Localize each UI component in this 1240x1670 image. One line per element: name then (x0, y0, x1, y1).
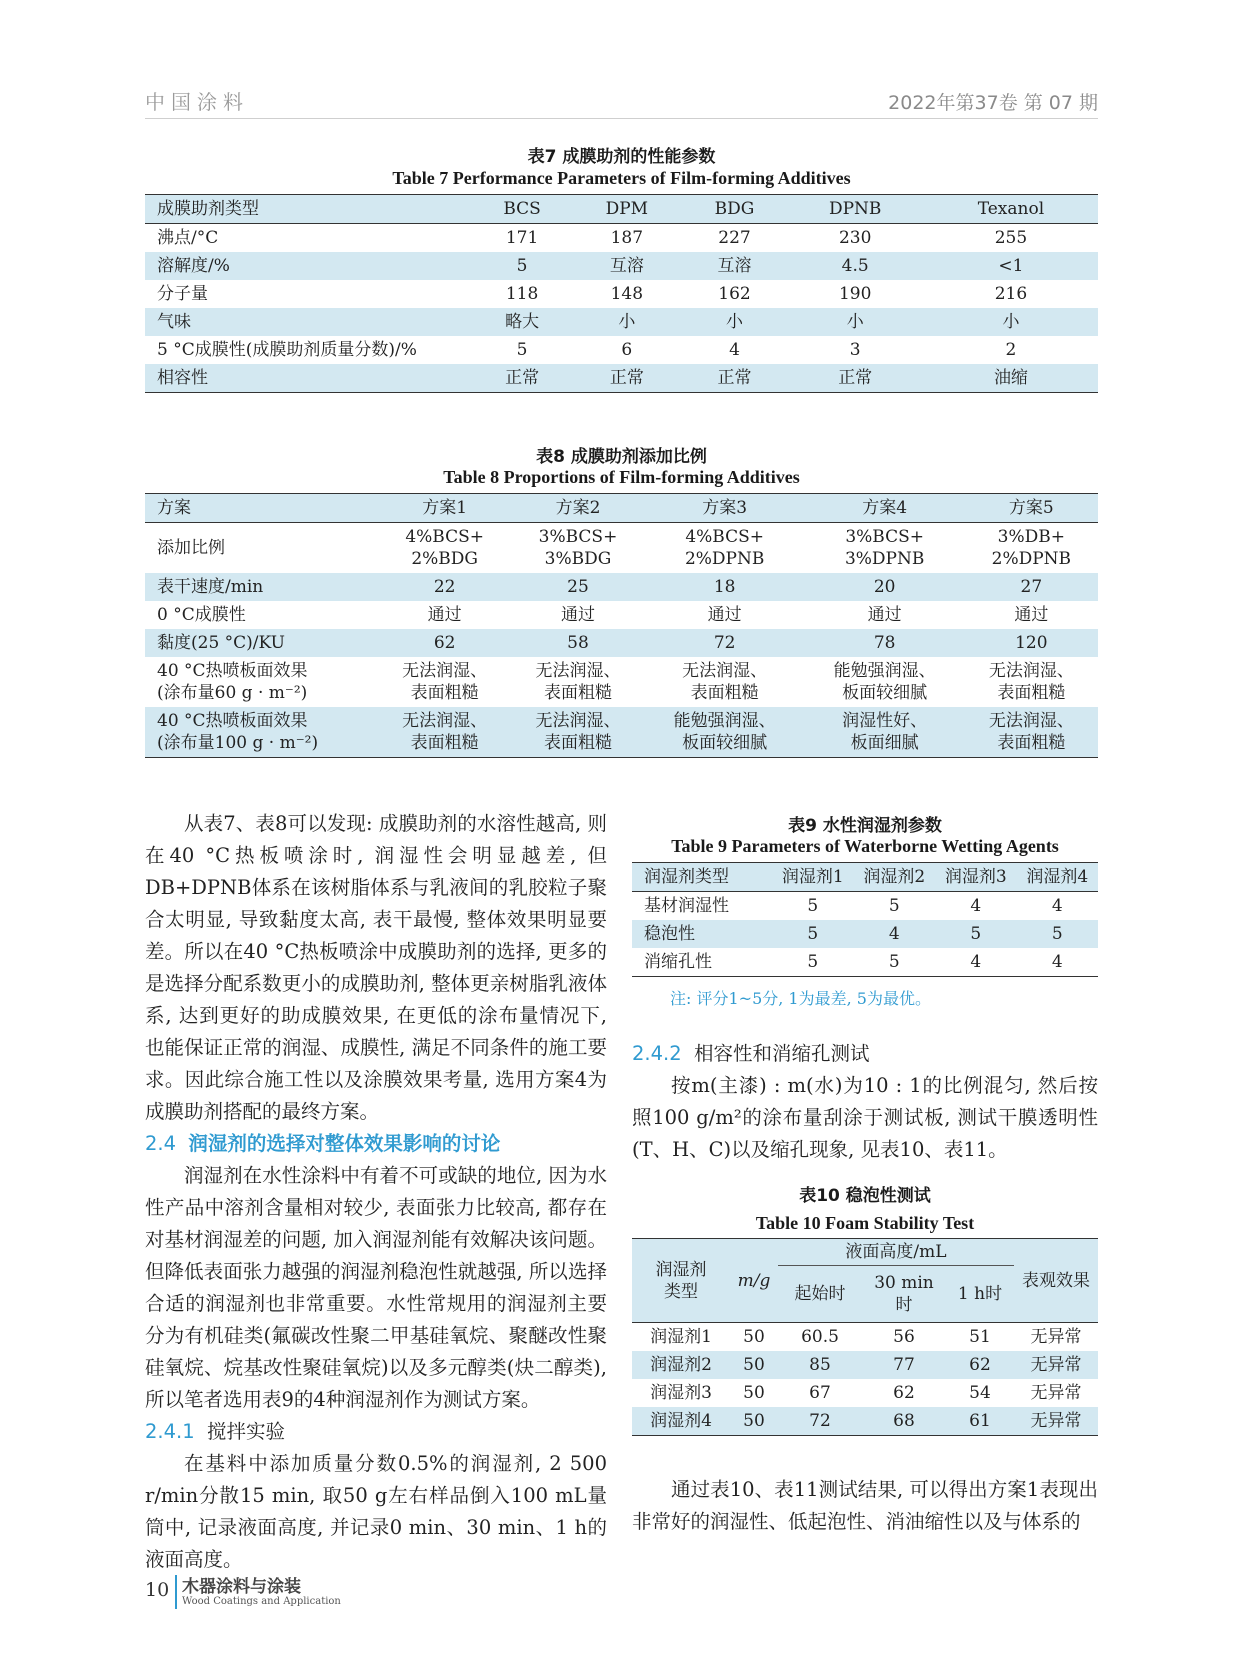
table-cell: 相容性 (145, 364, 473, 393)
table-cell: 0 °C成膜性 (157, 605, 246, 625)
table-cell: 通过 (560, 605, 595, 625)
table-cell: 气味 (145, 308, 473, 336)
table-row (632, 892, 1098, 921)
table-cell: 54 (969, 1383, 991, 1403)
table-cell: 小 (571, 308, 682, 336)
table-cell: 通过 (707, 605, 742, 625)
table-cell: 起始时 (778, 1266, 862, 1323)
section-2-4-heading (145, 1128, 607, 1160)
footer-journal-cn: 木器涂料与涂装 (182, 1577, 301, 1597)
table-cell: 方案5 (965, 494, 1098, 523)
table-cell: 黏度(25 °C)/KU (145, 629, 378, 657)
table-cell: 22 (378, 573, 511, 601)
section-number: 2.4.1 (145, 1420, 195, 1443)
table-cell: 5 (516, 340, 528, 360)
issue-info: 2022年第37卷 第 07 期 (888, 92, 1098, 114)
table-cell: BCS (473, 195, 571, 224)
table-cell: 润湿剂4 (632, 1407, 730, 1436)
table-cell: 无法润湿、 表面粗糙 (988, 661, 1074, 703)
section-number: 2.4.2 (632, 1042, 682, 1065)
table-cell: 61 (946, 1407, 1014, 1436)
table-cell: 68 (862, 1407, 946, 1436)
table-cell: 正常 (473, 364, 571, 393)
table7-title-cn: 表7 成膜助剂的性能参数 (527, 147, 716, 167)
table-cell: 无异常 (1030, 1327, 1082, 1347)
table-row (632, 1379, 1098, 1407)
table9 (632, 862, 1098, 977)
table-cell: 1 h时 (946, 1266, 1014, 1323)
table-cell: 无法润湿、 表面粗糙 (402, 661, 488, 703)
paragraph-3: 在基料中添加质量分数0.5%的润湿剂, 2 500 r/min分散15 min, 取50 g左右样品倒入100 mL量筒中, 记录液面高度, 并记录0 min、30 min、1 h的液面高度。 (145, 1452, 607, 1571)
table-cell: DPNB (787, 195, 924, 224)
table10-title-en: Table 10 Foam Stability Test (755, 1213, 975, 1233)
table8 (145, 493, 1098, 758)
table-cell: 溶解度/% (145, 252, 473, 280)
table7 (145, 194, 1098, 393)
section-title: 润湿剂的选择对整体效果影响的讨论 (188, 1132, 501, 1155)
table-cell: 小 (682, 308, 786, 336)
table-cell: 润湿性好、 板面细腻 (805, 707, 965, 758)
table-cell: 润湿剂4 (1017, 863, 1099, 892)
right-column-lower (632, 1474, 1098, 1538)
table-cell: 30 min 时 (862, 1266, 946, 1323)
table-cell: 润湿剂类型 (632, 863, 772, 892)
page-number: 10 (145, 1579, 170, 1601)
table-cell: 67 (809, 1383, 831, 1403)
table-cell: 略大 (473, 308, 571, 336)
table-cell: 润湿剂2 (632, 1351, 730, 1379)
section-title: 相容性和消缩孔测试 (694, 1042, 870, 1065)
table8-title-en: Table 8 Proportions of Film-forming Additives (443, 467, 800, 487)
left-column (145, 808, 607, 1576)
table-cell: 无法润湿、 表面粗糙 (511, 707, 644, 758)
table-cell: 润湿剂3 (935, 863, 1017, 892)
table-cell: 通过 (1014, 605, 1049, 625)
journal-name: 中国涂料 (145, 90, 249, 114)
table9-title-en: Table 9 Parameters of Waterborne Wetting Agents (671, 836, 1059, 856)
table-cell: 50 (730, 1351, 778, 1379)
table-cell: 润湿剂1 (772, 863, 854, 892)
table-cell: 成膜助剂类型 (145, 195, 473, 224)
table-cell: 255 (994, 228, 1028, 248)
table-cell: 25 (511, 573, 644, 601)
table-cell: 5 (854, 948, 936, 977)
table-cell: 56 (893, 1327, 915, 1347)
table-cell: 50 (743, 1383, 765, 1403)
table-cell: Texanol (924, 195, 1098, 224)
table-cell: 表观效果 (1014, 1239, 1098, 1323)
right-column-upper (632, 1038, 1098, 1166)
section-title: 搅拌实验 (207, 1420, 286, 1443)
table-cell: 方案3 (645, 494, 805, 523)
table-cell: 正常 (571, 364, 682, 393)
table10-title-cn: 表10 稳泡性测试 (799, 1186, 931, 1206)
table-cell: 正常 (682, 364, 786, 393)
table-row (145, 523, 1098, 574)
table-cell: 27 (965, 573, 1098, 601)
table-cell: 5 (473, 252, 571, 280)
table9-title-cn: 表9 水性润湿剂参数 (788, 816, 942, 836)
table-cell: 油缩 (924, 364, 1098, 393)
table-cell: 4 (729, 340, 740, 360)
table-row (145, 224, 1098, 253)
table-cell: 120 (965, 629, 1098, 657)
table-cell: 5 (772, 948, 854, 977)
paragraph-right-2: 通过表10、表11测试结果, 可以得出方案1表现出非常好的润湿性、低起泡性、消油缩性以及与体系的 (632, 1478, 1098, 1533)
table-cell: 50 (730, 1407, 778, 1436)
table-cell: 4 (1017, 948, 1099, 977)
table-cell: 3%DB+ 2%DPNB (991, 527, 1072, 569)
table-cell: BDG (682, 195, 786, 224)
section-2-4-2-heading (632, 1038, 1098, 1070)
table-cell: 4 (1051, 896, 1063, 916)
table-cell: 5 °C成膜性(成膜助剂质量分数)/% (157, 340, 417, 360)
table-row (145, 707, 1098, 758)
table-cell: 190 (838, 284, 872, 304)
table-cell: 方案 (145, 494, 378, 523)
table-cell: 无异常 (1014, 1407, 1098, 1436)
table-cell: 分子量 (157, 284, 208, 304)
table-cell: 4%BCS+ 2%BDG (405, 527, 484, 569)
table-cell: 62 (893, 1383, 915, 1403)
table-cell: 51 (969, 1327, 991, 1347)
table-cell: 润湿剂3 (650, 1383, 712, 1403)
table-cell: 无法润湿、 表面粗糙 (965, 707, 1098, 758)
table-cell: 4 (854, 920, 936, 948)
table-cell: 4 (970, 896, 982, 916)
table-cell: 58 (511, 629, 644, 657)
table-cell: 消缩孔性 (632, 948, 772, 977)
table-cell: 50 (743, 1327, 765, 1347)
table10 (632, 1238, 1098, 1436)
table-row (145, 308, 1098, 336)
table-header-row (632, 1239, 1098, 1266)
table-cell: 能勉强润湿、 板面较细腻 (645, 707, 805, 758)
table-cell: 171 (505, 228, 539, 248)
table-cell: 72 (645, 629, 805, 657)
table-cell: 润湿剂1 (650, 1327, 712, 1347)
table-cell: 4%BCS+ 2%DPNB (684, 527, 765, 569)
table-cell: 2 (1005, 340, 1017, 360)
paragraph-1: 从表7、表8可以发现: 成膜助剂的水溶性越高, 则在40 °C热板喷涂时, 润湿性会明显越差, 但DB+DPNB体系在该树脂体系与乳液间的乳胶粒子聚合太明显, 导致黏度太高, 表干最慢, 整体效果明显要差。所以在40 °C热板喷涂中成膜助剂的选择, 更多的是选择分配系数更小的成膜助剂, 整体更亲树脂乳液体系, 达到更好的助成膜效果, 在更低的涂布量情况下, 也能保证正常的润湿、成膜性, 满足不同条件的施工要求。因此综合施工性以及涂膜效果考量, 选用方案4为成膜助剂搭配的最终方案。 (145, 812, 607, 1123)
table-cell: 3%BCS+ 3%BDG (538, 527, 618, 569)
table-cell: 无法润湿、 表面粗糙 (535, 661, 621, 703)
footer-divider (175, 1575, 177, 1609)
table-row (632, 1407, 1098, 1436)
table-row (145, 601, 1098, 629)
table-cell: 添加比例 (157, 538, 225, 558)
table-row (632, 920, 1098, 948)
table-row (145, 336, 1098, 364)
table-cell: 216 (994, 284, 1028, 304)
table-cell: 5 (935, 920, 1017, 948)
table-cell: 方案2 (511, 494, 644, 523)
table-cell: 6 (621, 340, 633, 360)
table-cell: 表干速度/min (145, 573, 378, 601)
table-cell: 60.5 (801, 1327, 839, 1347)
table-cell: 方案1 (378, 494, 511, 523)
table-row (145, 573, 1098, 601)
table-cell: 4.5 (787, 252, 924, 280)
table-cell: 230 (838, 228, 872, 248)
table-cell: 通过 (427, 605, 462, 625)
table-cell: 通过 (867, 605, 902, 625)
table-cell: 稳泡性 (632, 920, 772, 948)
table-cell: 148 (610, 284, 644, 304)
table-header-row (145, 195, 1098, 224)
table-cell: 18 (645, 573, 805, 601)
footer-journal-en: Wood Coatings and Application (182, 1596, 341, 1607)
table-cell: 液面高度/mL (778, 1239, 1014, 1266)
table-cell: 40 °C热喷板面效果 (涂布量60 g · m⁻²) (157, 661, 308, 703)
table-cell: 162 (718, 284, 751, 304)
table-row (145, 657, 1098, 707)
table-row (145, 252, 1098, 280)
table8-title-cn: 表8 成膜助剂添加比例 (536, 447, 707, 467)
table-cell: DPM (571, 195, 682, 224)
table-cell: 62 (946, 1351, 1014, 1379)
header-divider (145, 118, 1098, 119)
paragraph-2: 润湿剂在水性涂料中有着不可或缺的地位, 因为水性产品中溶剂含量相对较少, 表面张力比较高, 都存在对基材润湿差的问题, 加入润湿剂能有效解决该问题。但降低表面张力越强的润湿剂稳泡性就越强, 所以选择合适的润湿剂也非常重要。水性常规用的润湿剂主要分为有机硅类(氟碳改性聚二甲基硅氧烷、聚醚改性聚硅氧烷、烷基改性聚硅氧烷)以及多元醇类(炔二醇类), 所以笔者选用表9的4种润湿剂作为测试方案。 (145, 1164, 607, 1411)
table-cell: 润湿剂 类型 (632, 1239, 730, 1323)
table-cell: 无法润湿、 表面粗糙 (682, 661, 768, 703)
table-cell: 能勉强润湿、 板面较细腻 (833, 661, 936, 703)
table-cell: 润湿剂2 (854, 863, 936, 892)
table-cell: <1 (924, 252, 1098, 280)
table-cell: 77 (862, 1351, 946, 1379)
table9-note: 注: 评分1~5分, 1为最差, 5为最优。 (670, 989, 931, 1008)
table-cell: 正常 (787, 364, 924, 393)
table-cell: 72 (778, 1407, 862, 1436)
table-cell: 187 (610, 228, 644, 248)
table-row (632, 1323, 1098, 1352)
section-2-4-1-heading (145, 1416, 607, 1448)
table-cell: 5 (772, 920, 854, 948)
table-cell: 4 (935, 948, 1017, 977)
table-cell: 小 (924, 308, 1098, 336)
table-header-row (632, 863, 1098, 892)
table-cell: 3 (849, 340, 861, 360)
table-cell: 5 (807, 896, 819, 916)
table7-title-en: Table 7 Performance Parameters of Film-forming Additives (392, 168, 851, 188)
section-number: 2.4 (145, 1132, 177, 1155)
table-cell: 沸点/°C (157, 228, 219, 248)
table-row (632, 1351, 1098, 1379)
table-row (145, 280, 1098, 308)
table-row (632, 948, 1098, 977)
table-row (145, 364, 1098, 393)
table-cell: 3%BCS+ 3%DPNB (844, 527, 925, 569)
table-cell: 方案4 (805, 494, 965, 523)
table-cell: 无法润湿、 表面粗糙 (378, 707, 511, 758)
table-cell: 85 (778, 1351, 862, 1379)
table-cell: 5 (888, 896, 900, 916)
table-cell: 无异常 (1014, 1351, 1098, 1379)
table-cell: 118 (505, 284, 539, 304)
table-row (145, 629, 1098, 657)
table-cell: 20 (805, 573, 965, 601)
table-cell: 基材润湿性 (644, 896, 729, 916)
table-cell: m/g (730, 1239, 778, 1323)
table-cell: 互溶 (571, 252, 682, 280)
table-cell: 5 (1017, 920, 1099, 948)
table-cell: 无异常 (1030, 1383, 1082, 1403)
table-cell: 78 (805, 629, 965, 657)
table-header-row (145, 494, 1098, 523)
table-cell: 小 (787, 308, 924, 336)
table-cell: 40 °C热喷板面效果 (涂布量100 g · m⁻²) (145, 707, 378, 758)
table-cell: 互溶 (682, 252, 786, 280)
table-cell: 62 (378, 629, 511, 657)
table-cell: 227 (718, 228, 751, 248)
paragraph-right-1: 按m(主漆) : m(水)为10 : 1的比例混匀, 然后按照100 g/m²的涂布量刮涂于测试板, 测试干膜透明性(T、H、C)以及缩孔现象, 见表10、表11。 (632, 1074, 1098, 1161)
